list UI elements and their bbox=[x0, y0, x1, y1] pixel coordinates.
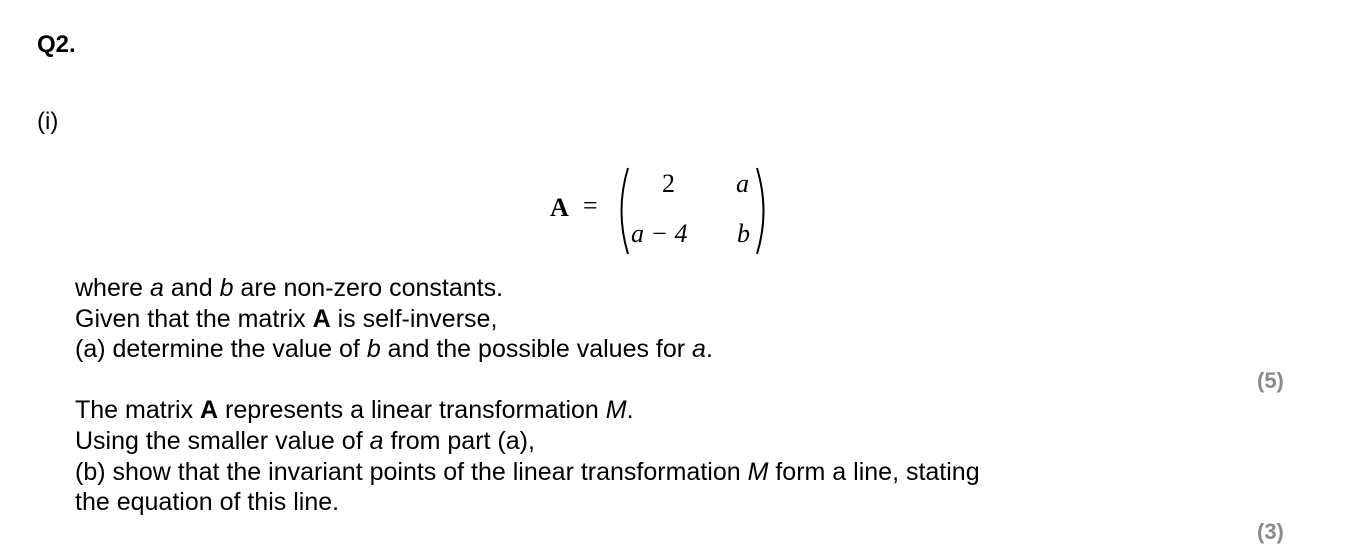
variable-a: a bbox=[369, 426, 384, 455]
matrix-cell-1-1: 2 bbox=[662, 169, 675, 198]
text-span: is self-inverse, bbox=[330, 304, 498, 333]
text-span: The matrix bbox=[75, 396, 201, 425]
question-text bbox=[75, 273, 980, 518]
text-line bbox=[75, 395, 980, 426]
text-span: Given that the matrix bbox=[75, 304, 313, 333]
variable-b: b bbox=[219, 274, 234, 302]
marks-part-a: (5) bbox=[1257, 368, 1284, 393]
variable-m: M bbox=[747, 457, 769, 486]
text-span: . bbox=[705, 335, 713, 364]
part-label: (i) bbox=[37, 108, 59, 135]
text-span: from part (a), bbox=[383, 426, 535, 455]
text-span: (b) show that the invariant points of the linear transformation bbox=[75, 457, 748, 486]
text-span: form a line, stating bbox=[768, 457, 980, 486]
matrix-cell-1-2: a bbox=[736, 169, 749, 198]
text-span: Using the smaller value of bbox=[75, 426, 370, 455]
variable-m: M bbox=[605, 396, 627, 425]
question-number: Q2. bbox=[37, 31, 76, 58]
text-span: where bbox=[75, 274, 151, 302]
variable-a: a bbox=[150, 274, 164, 302]
part-b-line bbox=[75, 457, 980, 488]
variable-b: b bbox=[366, 335, 381, 364]
left-parenthesis bbox=[612, 166, 632, 256]
text-span: (a) determine the value of bbox=[75, 335, 367, 364]
matrix-ref: A bbox=[200, 396, 219, 425]
text-line bbox=[75, 273, 980, 304]
text-span: the equation of this line. bbox=[75, 488, 340, 517]
matrix-cell-2-1: a − 4 bbox=[631, 219, 688, 248]
variable-a: a bbox=[692, 335, 706, 364]
matrix-ref: A bbox=[312, 304, 331, 333]
equals-sign: = bbox=[583, 191, 598, 220]
part-a-line bbox=[75, 334, 980, 365]
text-line bbox=[75, 426, 980, 457]
matrix-cell-2-2: b bbox=[737, 219, 750, 248]
text-line bbox=[75, 487, 980, 518]
matrix-name: A bbox=[550, 193, 569, 222]
text-span: are non-zero constants. bbox=[233, 274, 504, 302]
text-span: and bbox=[163, 274, 220, 302]
text-line bbox=[75, 304, 980, 335]
right-parenthesis bbox=[753, 166, 773, 256]
marks-part-b: (3) bbox=[1257, 519, 1284, 544]
text-span: and the possible values for bbox=[380, 335, 693, 364]
text-span: represents a linear transformation bbox=[218, 396, 606, 425]
text-span: . bbox=[626, 396, 634, 425]
